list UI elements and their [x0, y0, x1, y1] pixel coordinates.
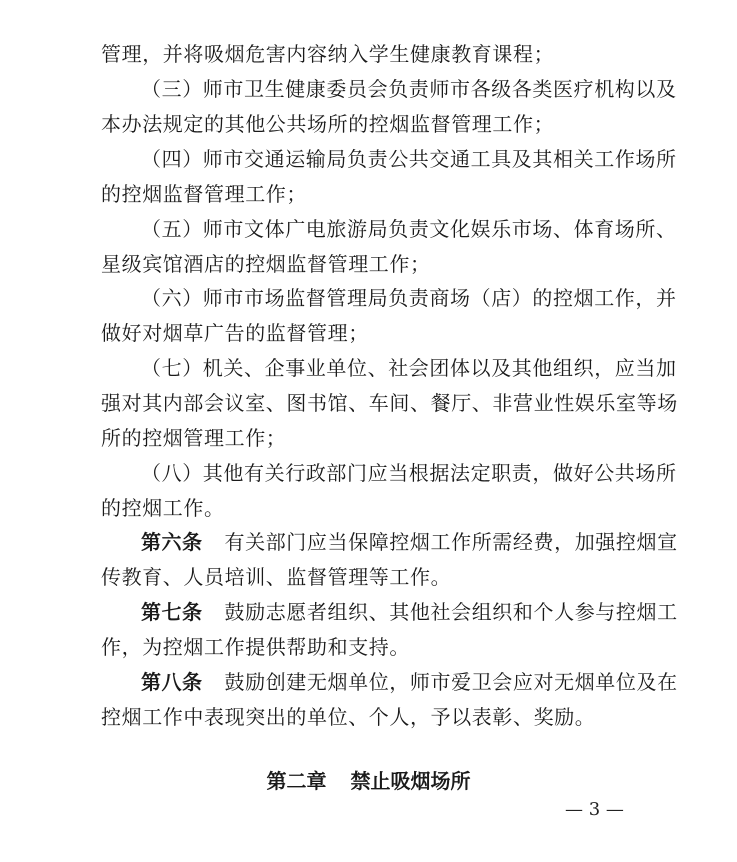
article-6 [141, 530, 678, 554]
text-line: （五）师市文体广电旅游局负责文化娱乐市场、体育场所、 [141, 217, 677, 241]
article-number: 第六条 [141, 530, 203, 554]
text-line: （四）师市交通运输局负责公共交通工具及其相关工作场所 [141, 147, 677, 171]
text-line: 管理，并将吸烟危害内容纳入学生健康教育课程； [101, 42, 555, 66]
text-line: 的控烟监督管理工作； [101, 182, 307, 206]
article-text: 鼓励创建无烟单位，师市爱卫会应对无烟单位及在 [224, 670, 678, 694]
chapter-heading [0, 769, 737, 793]
article-number: 第八条 [141, 670, 203, 694]
article-text: 有关部门应当保障控烟工作所需经费，加强控烟宣 [224, 530, 678, 554]
article-number: 第七条 [141, 600, 203, 624]
text-line: 本办法规定的其他公共场所的控烟监督管理工作； [101, 112, 555, 136]
chapter-number: 第二章 [266, 769, 327, 793]
article-8 [141, 670, 678, 694]
text-line: 强对其内部会议室、图书馆、车间、餐厅、非营业性娱乐室等场 [101, 391, 678, 415]
text-line: 星级宾馆酒店的控烟监督管理工作； [101, 252, 431, 276]
text-line: 传教育、人员培训、监督管理等工作。 [101, 565, 452, 589]
article-text: 鼓励志愿者组织、其他社会组织和个人参与控烟工 [224, 600, 678, 624]
text-line: （七）机关、企事业单位、社会团体以及其他组织，应当加 [141, 356, 677, 380]
text-line: 的控烟工作。 [101, 496, 225, 520]
article-7 [141, 600, 678, 624]
text-line: 控烟工作中表现突出的单位、个人，予以表彰、奖励。 [101, 705, 596, 729]
text-line: 作，为控烟工作提供帮助和支持。 [101, 635, 410, 659]
chapter-title: 禁止吸烟场所 [350, 769, 471, 793]
text-line: （三）师市卫生健康委员会负责师市各级各类医疗机构以及 [141, 77, 677, 101]
page-number: — 3 — [565, 799, 624, 820]
text-line: （六）师市市场监督管理局负责商场（店）的控烟工作，并 [141, 286, 677, 310]
text-line: （八）其他有关行政部门应当根据法定职责，做好公共场所 [141, 461, 677, 485]
text-line: 所的控烟管理工作； [101, 426, 287, 450]
text-line: 做好对烟草广告的监督管理； [101, 321, 369, 345]
